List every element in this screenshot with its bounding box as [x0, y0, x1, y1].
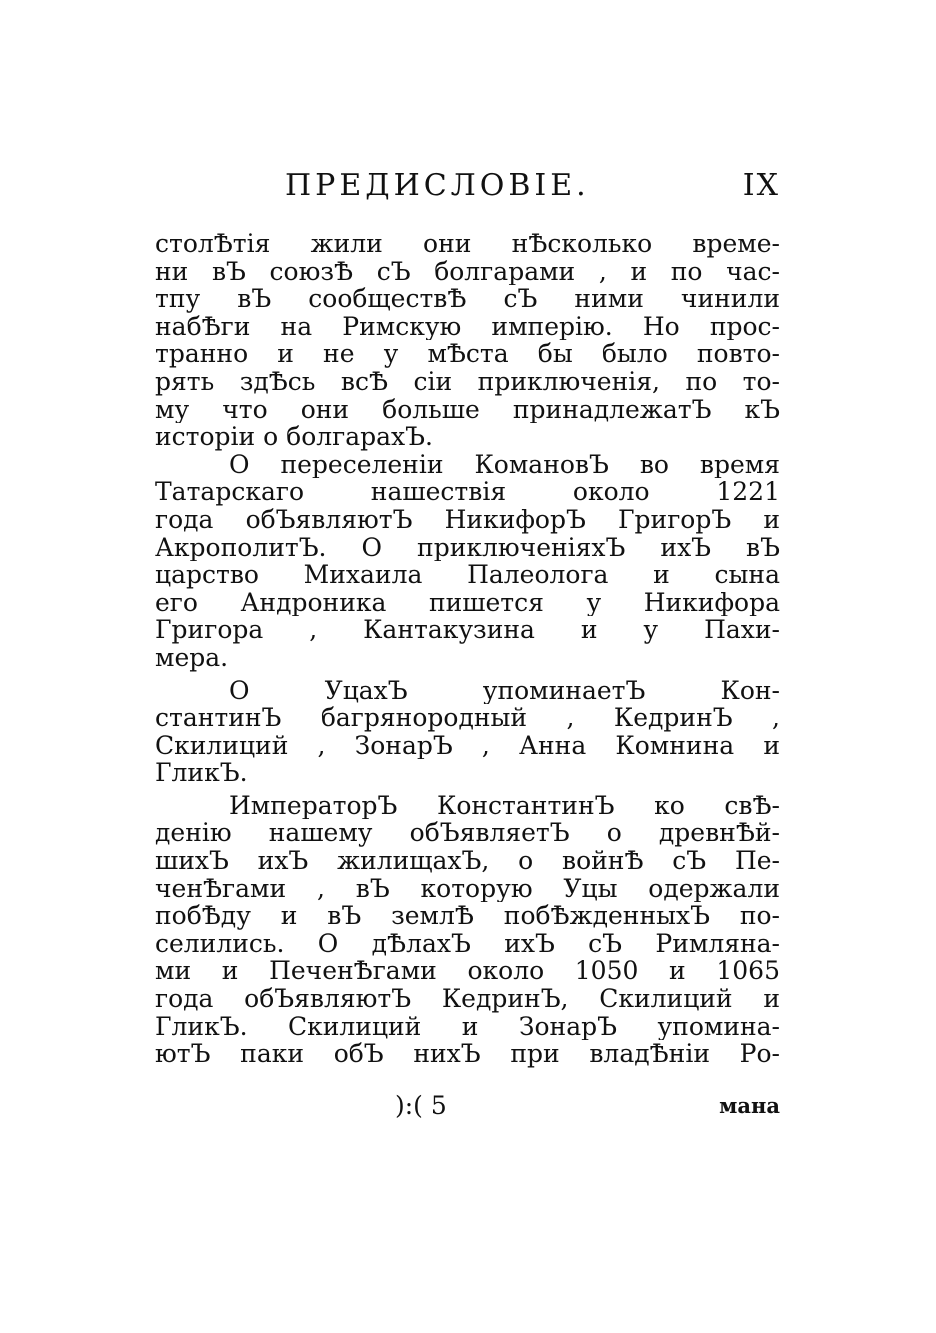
page-title: ПРЕДИСЛОВІЕ.	[285, 168, 590, 203]
text-line: ГликЪ.	[155, 759, 248, 787]
text-line: тпу вЪ сообществѢ сЪ ними чинили	[155, 285, 780, 313]
text-line: ИмператорЪ КонстантинЪ ко свѢ-	[229, 791, 780, 820]
text-line: его Андроника пишется у Никифора	[155, 588, 780, 617]
text-line: исторіи о болгарахЪ.	[155, 423, 433, 451]
text-line: года обЪявляютЪ КедринЪ, Скилиций и	[155, 985, 780, 1013]
text-line: шихЪ ихЪ жилищахЪ, о войнѢ сЪ Пе-	[155, 847, 780, 875]
text-line: года обЪявляютЪ НикифорЪ ГригорЪ и	[155, 505, 780, 534]
text-line: денію нашему обЪявляетЪ о древнѢй-	[155, 819, 780, 848]
running-head	[155, 166, 780, 206]
text-line: мера.	[155, 643, 229, 672]
text-line: О переселеніи КомановЪ во время	[229, 450, 780, 479]
page-number: IX	[742, 168, 780, 203]
body-text	[155, 230, 780, 1068]
text-line: стантинЪ багрянородный , КедринЪ ,	[155, 704, 780, 732]
text-line: Григора , Кантакузина и у Пахи-	[155, 616, 780, 644]
text-line: му что они больше принадлежатЪ кЪ	[155, 395, 780, 424]
text-line: селились. О дѢлахЪ ихЪ сЪ Римляна-	[155, 929, 780, 958]
text-line: О УцахЪ упоминаетЪ Кон-	[229, 676, 780, 705]
text-line: ГликЪ. Скилиций и ЗонарЪ упомина-	[155, 1012, 780, 1041]
catchword: мана	[719, 1093, 780, 1118]
text-line: набѢги на Римскую имперію. Но прос-	[155, 312, 780, 341]
text-line: столѢтія жили они нѢсколько време-	[155, 230, 780, 258]
text-line: ми и ПеченѢгами около 1050 и 1065	[155, 957, 780, 986]
text-line: транно и не у мѢста бы было повто-	[155, 340, 780, 368]
text-line: ни вЪ союзѢ сЪ болгарами , и по час-	[155, 257, 780, 286]
text-line: АкрополитЪ. О приключеніяхЪ ихЪ вЪ	[155, 533, 780, 562]
page-footer	[155, 1091, 780, 1121]
text-line: ютЪ паки обЪ нихЪ при владѢніи Ро-	[155, 1040, 780, 1068]
text-line: рять здѢсь всѢ сіи приключенія, по то-	[155, 367, 780, 396]
text-line: Татарскаго нашествія около 1221	[155, 478, 780, 506]
text-line: ченѢгами , вЪ которую Уцы одержали	[155, 874, 780, 903]
text-line: побѢду и вЪ землѢ побѢжденныхЪ по-	[155, 902, 780, 930]
text-line: Скилиций , ЗонарЪ , Анна Комнина и	[155, 731, 780, 760]
signature-mark: ):( 5	[395, 1091, 447, 1120]
text-line: царство Михаила Палеолога и сына	[155, 561, 780, 589]
